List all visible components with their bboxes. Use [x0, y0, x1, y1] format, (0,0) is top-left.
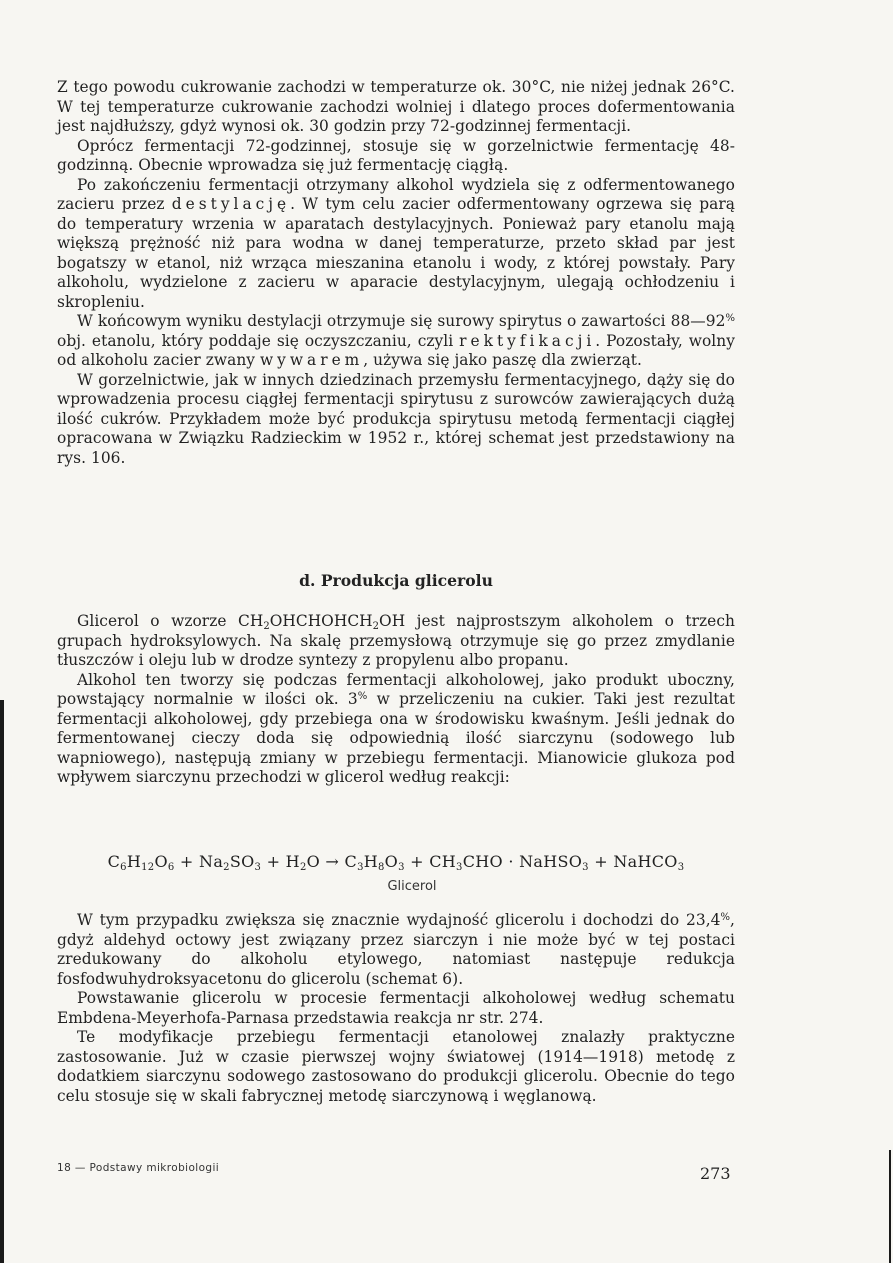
footer-signature: 18 — Podstawy mikrobiologii — [57, 1162, 220, 1174]
paragraph: Te modyfikacje przebiegu fermentacji etanolowej znalazły praktyczne zastosowanie. Już w czasie pierwszej wojny światowej (1914—1918) metodę z dodatkiem siarczynu sodowego zastosowano do produkcji glicerolu. Obecnie do tego celu stosuje się w skali fabrycznej metodę siarczynową i węglanową. — [57, 1028, 735, 1105]
eq-part: SO — [229, 852, 255, 871]
eq-part: CH — [429, 852, 457, 871]
text-run: . W tym celu zacier odfermentowany ogrzewa się parą do temperatury wrzenia w aparatach destylacyjnych. Ponieważ pary etanolu mają większą prężność niż para wodna w danej temperaturze, przeto skład par jest bogatszy w etanol, niż wrząca mieszanina etanolu i wody, z której powstały. Pary alkoholu, wydzielone z zacieru w aparacie destylacyjnym, ulegają ochłodzeniu i skropleniu. — [57, 195, 735, 311]
text-run: Glicerol o wzorze CH — [77, 612, 264, 630]
text-run: w przeliczeniu na cukier. Taki jest rezultat fermentacji alkoholowej, gdy przebiega ona w środowisku kwaśnym. Jeśli jednak do fermentowanej cieczy doda się odpowiednią ilość siarczynu (sodowego lub wapniowego), następują zmiany w przebiegu fermentacji. Mianowicie glukoza pod wpływem siarczynu przechodzi w glicerol według reakcji: — [57, 690, 735, 786]
eq-part: O — [384, 852, 399, 871]
equation-label — [57, 879, 735, 894]
text-block-fermentation — [57, 78, 735, 468]
eq-subscript: 3 — [357, 862, 364, 873]
eq-subscript: 2 — [299, 862, 307, 873]
scan-edge-left — [0, 700, 4, 1263]
eq-subscript: 2 — [223, 862, 230, 873]
text-block-yield — [57, 911, 735, 1106]
eq-arrow: → — [320, 852, 345, 871]
eq-part: H — [363, 852, 378, 871]
subscript: 2 — [372, 621, 380, 632]
section-heading: d. Produkcja glicerolu — [299, 571, 493, 590]
eq-subscript: 6 — [167, 862, 175, 873]
eq-part: O — [306, 852, 321, 871]
text-run: W końcowym wyniku destylacji otrzymuje się surowy spirytus o zawartości 88—92 — [77, 312, 726, 330]
eq-subscript: 3 — [398, 862, 405, 873]
eq-subscript: 3 — [582, 862, 589, 873]
emphasized-term: wywarem — [260, 351, 364, 369]
text-block-glycerol — [57, 612, 735, 788]
text-run: , gdyż aldehyd octowy jest związany przez siarczyn i nie może być w tej postaci zredukowany do alkoholu etylowego, natomiast następuje redukcja fosfodwuhydroksyacetonu do glicerolu (schemat 6). — [57, 911, 735, 988]
paragraph-formula — [57, 612, 735, 671]
paragraph: Powstawanie glicerolu w procesie fermentacji alkoholowej według schematu Embdena-Meyerhofa-Parnasa przedstawia reakcja nr str. 274. — [57, 989, 735, 1027]
paragraph: Oprócz fermentacji 72-godzinnej, stosuje się w gorzelnictwie fermentację 48-godzinną. Obecnie wprowadza się już fermentację ciągłą. — [57, 136, 735, 174]
text-run: obj. etanolu, który poddaje się oczyszczaniu, czyli — [57, 331, 460, 350]
text-run: OHCHOHCH — [269, 612, 373, 630]
paragraph-distillation — [57, 176, 735, 313]
eq-part: NaHCO — [613, 852, 678, 871]
paragraph — [57, 911, 735, 989]
eq-part: CHO · NaHSO — [462, 852, 583, 871]
paragraph — [57, 671, 735, 788]
text-run: , używa się jako paszę dla zwierząt. — [363, 351, 642, 369]
paragraph: Z tego powodu cukrowanie zachodzi w temperaturze ok. 30°C, nie niżej jednak 26°C. W tej temperaturze cukrowanie zachodzi wolniej i dlatego proces dofermentowania jest najdłuższy, gdyż wynosi ok. 30 godzin przy 72-godzinnej fermentacji. — [57, 78, 735, 135]
superscript-unit: % — [725, 313, 735, 324]
eq-part: C — [344, 852, 358, 871]
subscript: 2 — [263, 621, 270, 632]
page-number: 273 — [700, 1164, 731, 1183]
scan-edge-right — [889, 1150, 891, 1263]
emphasized-term: destylację — [171, 195, 291, 213]
paragraph-rectification — [57, 312, 735, 371]
eq-subscript: 3 — [456, 862, 463, 873]
superscript-unit: % — [720, 912, 731, 923]
emphasized-term: rektyfikacji — [459, 331, 596, 350]
eq-part: H — [285, 852, 300, 871]
superscript-unit: % — [357, 691, 368, 702]
text-run: OH jest najprostszym alkoholem o trzech grupach hydroksylowych. Na skalę przemysłową otrzymuje się go przez zmydlanie tłuszczów i oleju lub w drodze syntezy z propylenu albo propanu. — [57, 612, 735, 669]
text-run: W tym przypadku zwiększa się znacznie wydajność glicerolu i dochodzi do 23,4 — [77, 911, 721, 929]
eq-subscript: 8 — [378, 862, 385, 873]
eq-operator: + — [588, 852, 614, 871]
text-run: Alkohol ten tworzy się podczas fermentacji alkoholowej, jako produkt uboczny, powstający normalnie w ilości ok. 3 — [57, 670, 735, 708]
text-run: Po zakończeniu fermentacji otrzymany alkohol wydziela się z odfermentowanego zacieru przez — [57, 175, 735, 213]
paragraph: W gorzelnictwie, jak w innych dziedzinach przemysłu fermentacyjnego, dąży się do wprowadzenia procesu ciągłej fermentacji spirytusu z surowców zawierających dużą ilość cukrów. Przykładem może być produkcja spirytusu metodą fermentacji ciągłej opracowana w Związku Radzieckim w 1952 r., której schemat jest przedstawiony na rys. 106. — [57, 370, 735, 467]
eq-part: Na — [199, 852, 224, 871]
eq-operator: + — [174, 852, 200, 871]
eq-subscript: 6 — [120, 862, 127, 873]
glycerol-label: Glicerol — [387, 879, 437, 894]
eq-subscript: 3 — [254, 862, 262, 873]
eq-operator: + — [261, 852, 286, 871]
text-run: . Pozostały, wolny od alkoholu zacier zwany — [57, 331, 735, 369]
eq-subscript: 3 — [677, 862, 685, 873]
eq-operator: + — [404, 852, 430, 871]
chemical-equation — [57, 852, 735, 871]
eq-subscript: 12 — [141, 862, 155, 873]
eq-part: O — [154, 852, 168, 871]
eq-part: C — [107, 852, 121, 871]
eq-part: H — [126, 852, 142, 871]
